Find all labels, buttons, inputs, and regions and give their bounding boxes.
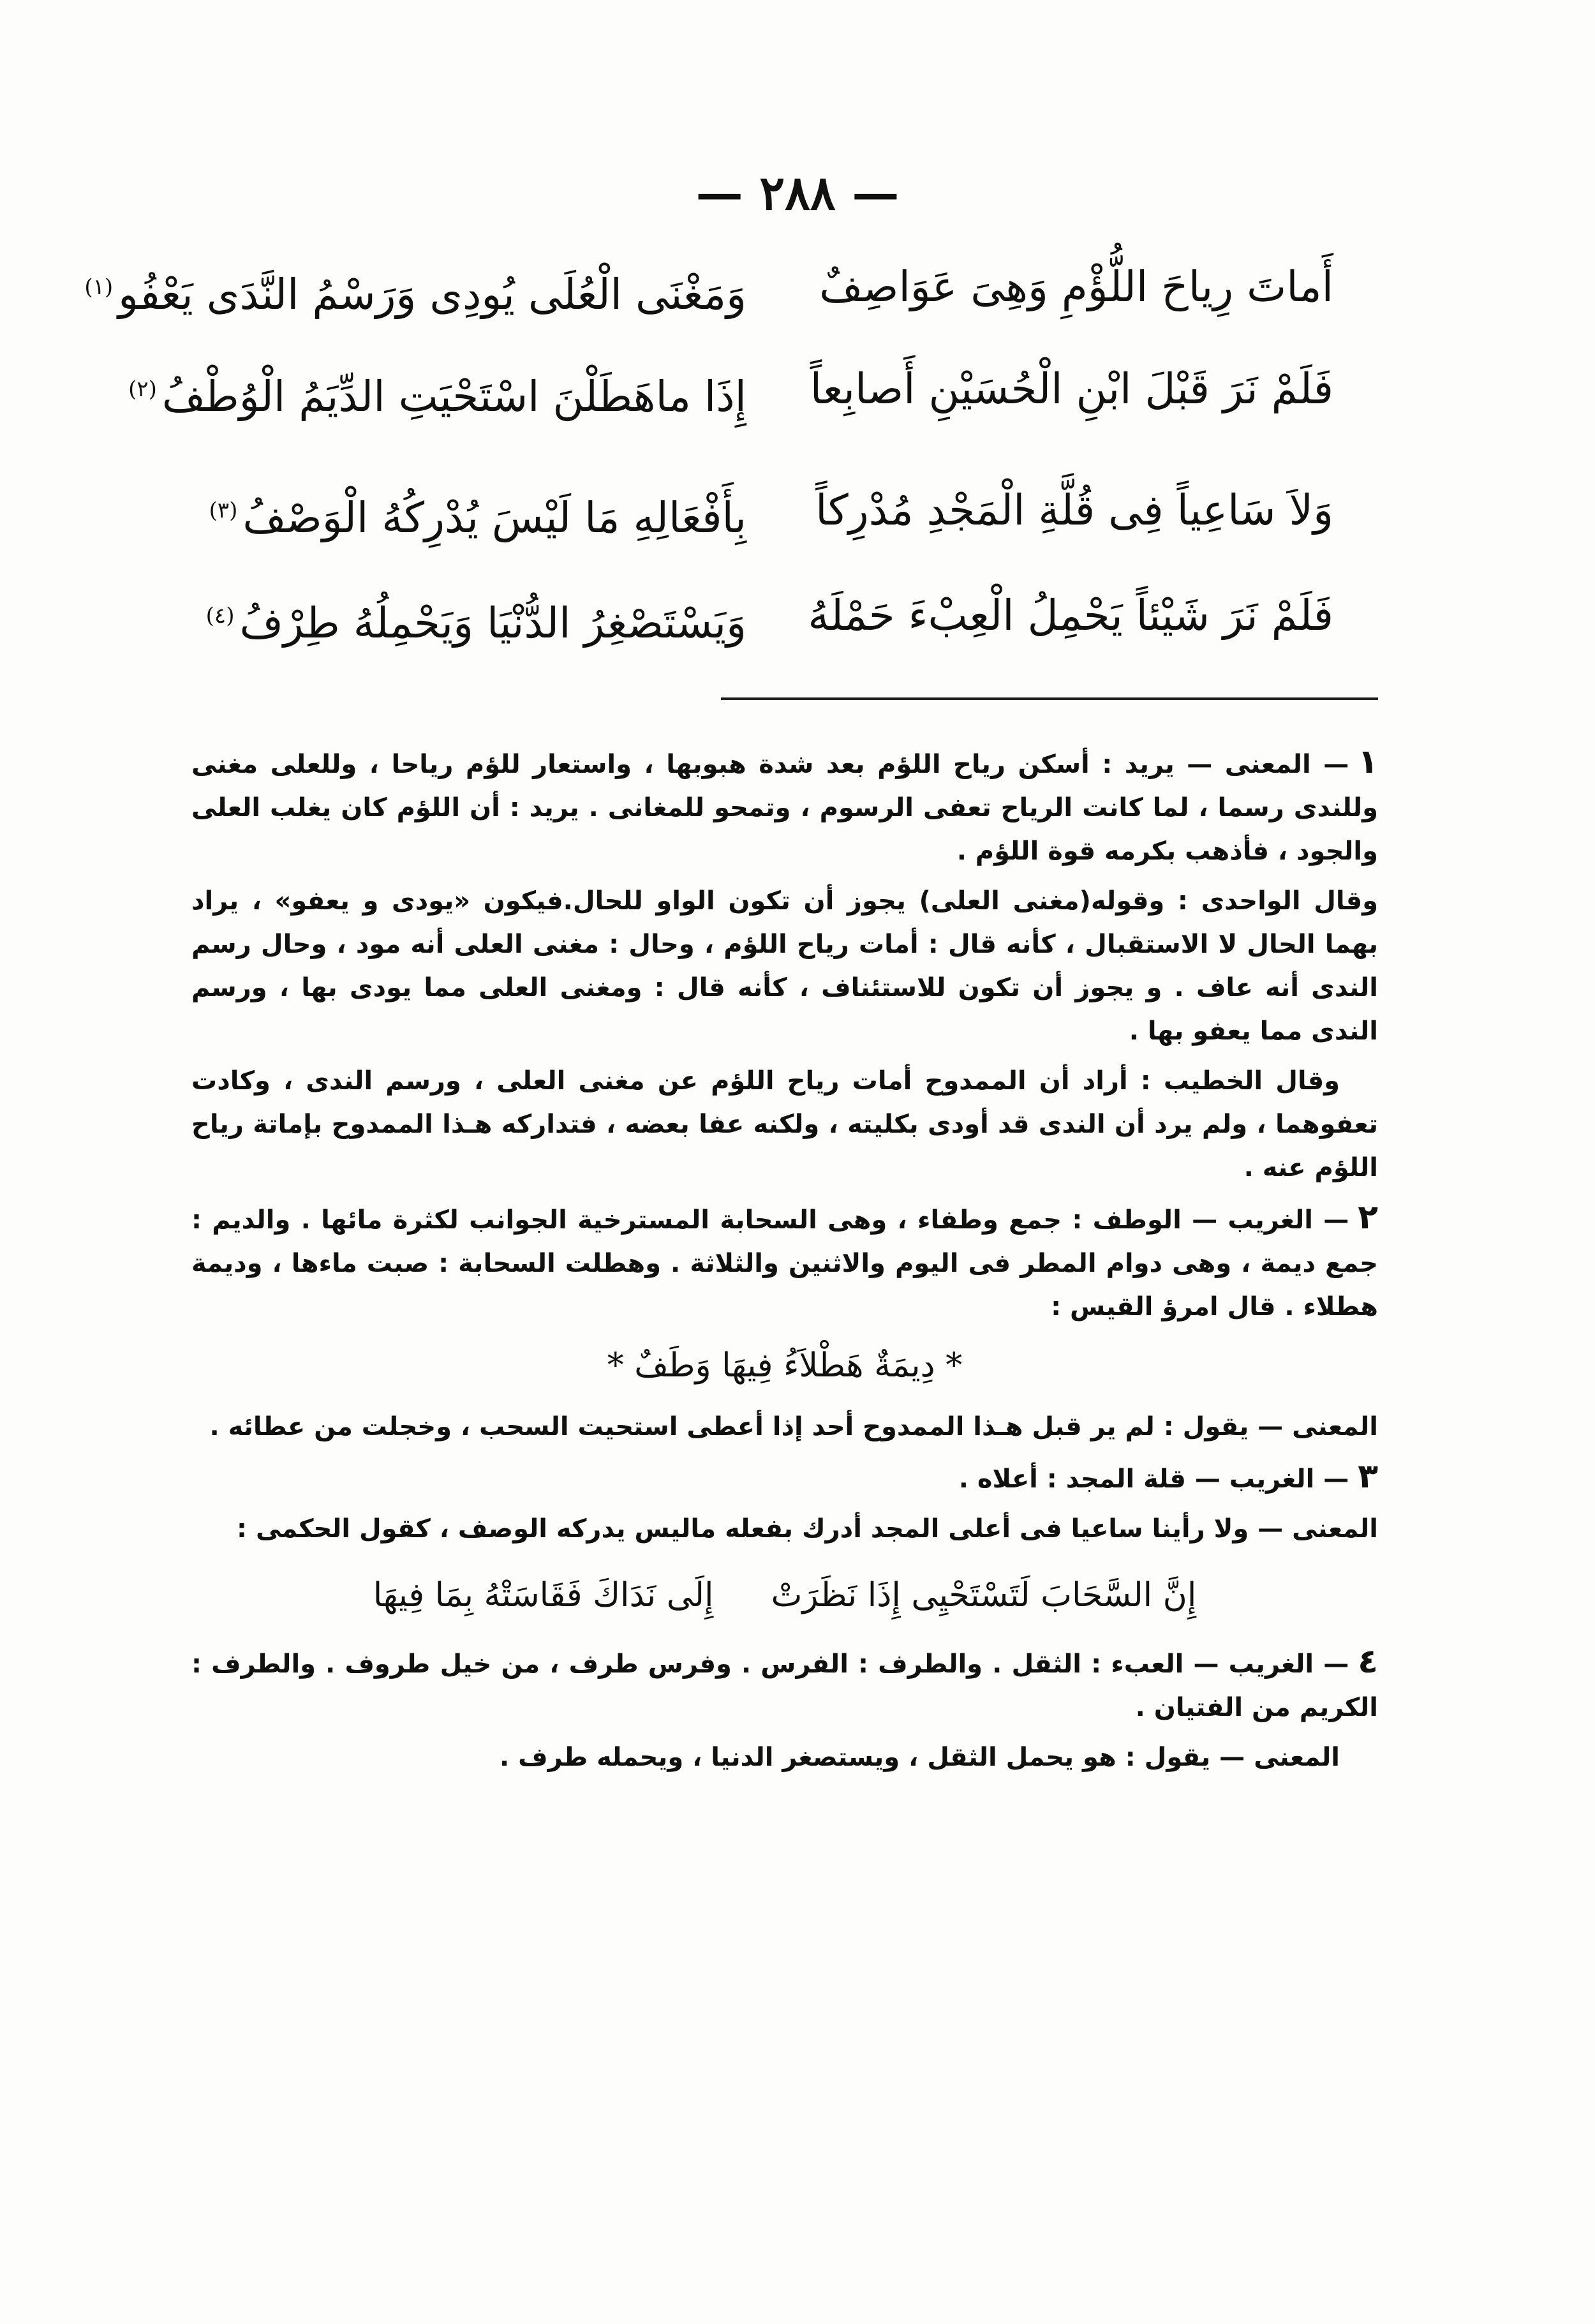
verse-first-hemistich: فَلَمْ نَرَ قَبْلَ ابْنِ الْحُسَيْنِ أَصابِعاً — [810, 364, 1333, 413]
footnote-marker: (١) — [84, 274, 114, 300]
verse-second-hemistich — [134, 574, 746, 665]
verse-text: بِأَفْعَالِهِ مَا لَيْسَ يُدْرِكُهُ الْوَصْفُ — [242, 493, 746, 542]
verse-line — [0, 246, 1595, 329]
quoted-first-hemistich: إِنَّ السَّحَابَ لَتَسْتَحْيِى إِذَا نَظَرَتْ — [771, 1576, 1197, 1614]
note-3-meaning: المعنى — ولا رأينا ساعيا فى أعلى المجد أدرك بفعله ماليس يدركه الوصف ، كقول الحكمى : — [237, 1514, 1378, 1544]
footnote-marker: (٢) — [128, 376, 157, 402]
page-number: — ٢٨٨ — — [695, 166, 900, 221]
quoted-verse-couplet — [191, 1557, 1378, 1634]
verse-first-hemistich: وَلاَ سَاعِياً فِى قُلَّةِ الْمَجْدِ مُدْرِكاً — [815, 486, 1333, 535]
note-2-meaning: المعنى — يقول : لم ير قبل هـذا الممدوح أحد إذا أعطى استحيت السحب ، وخجلت من عطائه . — [209, 1412, 1378, 1441]
verse-line — [0, 348, 1595, 431]
verse-second-hemistich — [84, 246, 746, 336]
verse-line — [0, 574, 1595, 657]
verse-second-hemistich — [128, 348, 746, 438]
verse-text: إِذَا ماهَطَلْنَ اسْتَحْيَتِ الدِّيَمُ الْوُطْفُ — [161, 372, 746, 421]
note-text: — الغريب — قلة المجد : أعلاه . — [958, 1464, 1349, 1494]
verse-first-hemistich: أَماتَ رِياحَ اللُّؤْمِ وَهِىَ عَوَاصِفٌ — [819, 262, 1333, 311]
verse-second-hemistich — [134, 469, 746, 560]
note-1-wahidi: وقال الواحدى : وقوله(مغنى العلى) يجوز أن تكون الواو للحال.فيكون «يودى و يعفو» ، يراد بهما الحال لا الاستقبال ، كأنه قال : أمات رياح اللؤم ، وحال : مغنى العلى أنه مود ، وحال رسم الندى أنه عاف . و يجوز أن تكون للاستئناف ، كأنه قال : ومغنى العلى مما يودى بها ، ورسم الندى مما يعفو بها . — [191, 886, 1378, 1046]
footnote-marker: (٣) — [209, 498, 238, 523]
verse-first-hemistich: فَلَمْ نَرَ شَيْئاً يَحْمِلُ الْعِبْءَ حَمْلَهُ — [808, 591, 1333, 640]
note-2-gharib — [191, 1196, 1378, 1329]
note-number: ١ — [1358, 743, 1378, 781]
note-number: ٣ — [1358, 1457, 1378, 1496]
note-text: — الغريب — الوطف : جمع وطفاء ، وهى السحابة المسترخية الجوانب لكثرة مائها . والديم : جمع ديمة ، وهى دوام المطر فى اليوم والاثنين والثلاثة . وهطلت السحابة : صبت ماءها ، وديمة هطلاء . قال امرؤ القيس : — [191, 1205, 1378, 1322]
note-number: ٤ — [1358, 1642, 1378, 1681]
verse-line — [0, 469, 1595, 552]
note-4-gharib — [191, 1640, 1378, 1729]
note-text: — المعنى — يريد : أسكن رياح اللؤم بعد شدة هبوبها ، واستعار للؤم رياحا ، وللعلى مغنى وللندى رسما ، لما كانت الرياح تعفى الرسوم ، وتمحو للمغانى . يريد : أن اللؤم كان يغلب العلى والجود ، فأذهب بكرمه قوة اللؤم . — [191, 750, 1378, 866]
verse-text: وَيَسْتَصْغِرُ الدُّنْيَا وَيَحْمِلُهُ طِرْفُ — [239, 599, 746, 648]
footnote-marker: (٤) — [205, 603, 235, 629]
note-1-meaning — [191, 740, 1378, 873]
verse-text: وَمَغْنَى الْعُلَى يُودِى وَرَسْمُ النَّدَى يَعْفُو — [118, 270, 746, 319]
note-text: — الغريب — العبء : الثقل . والطرف : الفرس . وفرس طرف ، من خيل طروف . والطرف : الكريم من الفتيان . — [191, 1650, 1378, 1722]
note-3-gharib — [191, 1455, 1378, 1501]
commentary — [191, 740, 1378, 1785]
quoted-second-hemistich: إِلَى نَدَاكَ فَقَاسَتْهُ بِمَا فِيهَا — [373, 1576, 714, 1614]
note-1-khatib: وقال الخطيب : أراد أن الممدوح أمات رياح اللؤم عن مغنى العلى ، ورسم الندى ، وكادت تعفوهما ، ولم يرد أن الندى قد أودى بكليته ، ولكنه عفا بعضه ، فتداركه هـذا الممدوح بإماتة رياح اللؤم عنه . — [191, 1066, 1378, 1182]
note-number: ٢ — [1358, 1198, 1378, 1237]
note-4-meaning: المعنى — يقول : هو يحمل الثقل ، ويستصغر الدنيا ، ويحمله طرف . — [500, 1743, 1340, 1772]
separator-rule — [721, 697, 1378, 700]
quoted-verse: * دِيمَةٌ هَطْلاَءُ فِيهَا وَطَفٌ * — [607, 1346, 963, 1385]
